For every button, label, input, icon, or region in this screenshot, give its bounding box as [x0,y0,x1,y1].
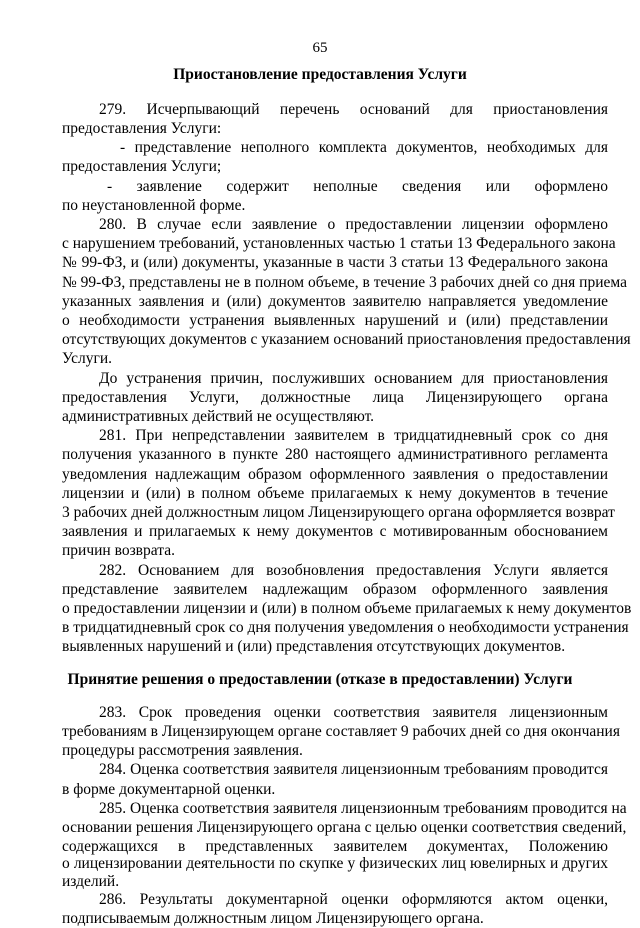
text-line: предоставления Услуги; [62,158,222,176]
text-line: № 99-ФЗ, представлены не в полном объеме, в течение 3 рабочих дней со дня приема [62,273,627,291]
text-line: предоставления Услуги: [62,120,222,138]
text-line: указанных заявления и (или) документов заявителю направляется уведомление [62,292,608,310]
text-line: заявления и прилагаемых к нему документов с мотивированным обоснованием [62,523,608,541]
text-line: представление заявителем надлежащим образом оформленного заявления [62,580,608,598]
text-line: процедуры рассмотрения заявления. [62,742,303,760]
text-line: в форме документарной оценки. [62,780,276,798]
text-line: Услуги. [62,350,113,368]
page-number: 65 [312,40,328,56]
text-line: - представление неполного комплекта документов, необходимых для [120,139,608,157]
text-line: 281. При непредставлении заявителем в тридцатидневный срок со дня [99,427,608,445]
text-line: 280. В случае если заявление о предоставлении лицензии оформлено [99,216,608,234]
text-line: выявленных нарушений и (или) представления отсутствующих документов. [62,638,566,656]
text-line: 285. Оценка соответствия заявителя лицензионным требованиям проводится на [99,799,627,817]
text-line: изделий. [62,872,120,890]
text-line: уведомления надлежащим образом оформленного заявления о предоставлении [62,465,608,483]
text-line: получения указанного в пункте 280 настоящего административного регламента [62,446,608,464]
section-heading-decision: Принятие решения о предоставлении (отказе в предоставлении) Услуги [67,671,573,689]
text-line: в тридцатидневный срок со дня получения уведомления о необходимости устранения [62,619,629,637]
text-line: 286. Результаты документарной оценки оформляются актом оценки, [99,891,608,909]
text-line: До устранения причин, послуживших основанием для приостановления [99,369,608,387]
text-line: о предоставлении лицензии и (или) в полном объеме прилагаемых к нему документов [62,600,632,618]
text-line: основании решения Лицензирующего органа с целью оценки соответствия сведений, [62,818,627,836]
text-line: лицензии и (или) в полном объеме прилагаемых к нему документов в течение [62,484,608,502]
text-line: 284. Оценка соответствия заявителя лицензионным требованиям проводится [99,761,608,779]
text-line: 279. Исчерпывающий перечень оснований для приостановления [99,100,608,118]
section-heading-suspension: Приостановление предоставления Услуги [173,66,467,83]
text-line: требованиям в Лицензирующем органе составляет 9 рабочих дней со дня окончания [62,722,620,740]
text-line: причин возврата. [62,542,175,560]
text-line: по неустановленной форме. [62,196,246,214]
text-line: № 99-ФЗ, и (или) документы, указанные в части 3 статьи 13 Федерального закона [62,254,608,272]
text-line: с нарушением требований, установленных частью 1 статьи 13 Федерального закона [62,235,616,253]
text-line: о лицензировании деятельности по скупке у физических лиц ювелирных и других [62,855,608,873]
text-line: 3 рабочих дней должностным лицом Лицензирующего органа оформляется возврат [62,504,615,522]
text-line: отсутствующих документов с указанием оснований приостановления предоставления [62,331,631,349]
text-line: 283. Срок проведения оценки соответствия заявителя лицензионным [99,703,608,721]
text-line: предоставления Услуги, должностные лица Лицензирующего органа [62,388,608,406]
text-line: о необходимости устранения выявленных нарушений и (или) представлении [62,312,608,330]
text-line: содержащихся в представленных заявителем документах, Положению [62,838,608,856]
text-line: 282. Основанием для возобновления предоставления Услуги является [99,561,608,579]
text-line: административных действий не осуществляют. [62,408,375,426]
text-line: - заявление содержит неполные сведения или оформлено [107,177,608,195]
text-line: подписываемым должностным лицом Лицензирующего органа. [62,909,484,927]
